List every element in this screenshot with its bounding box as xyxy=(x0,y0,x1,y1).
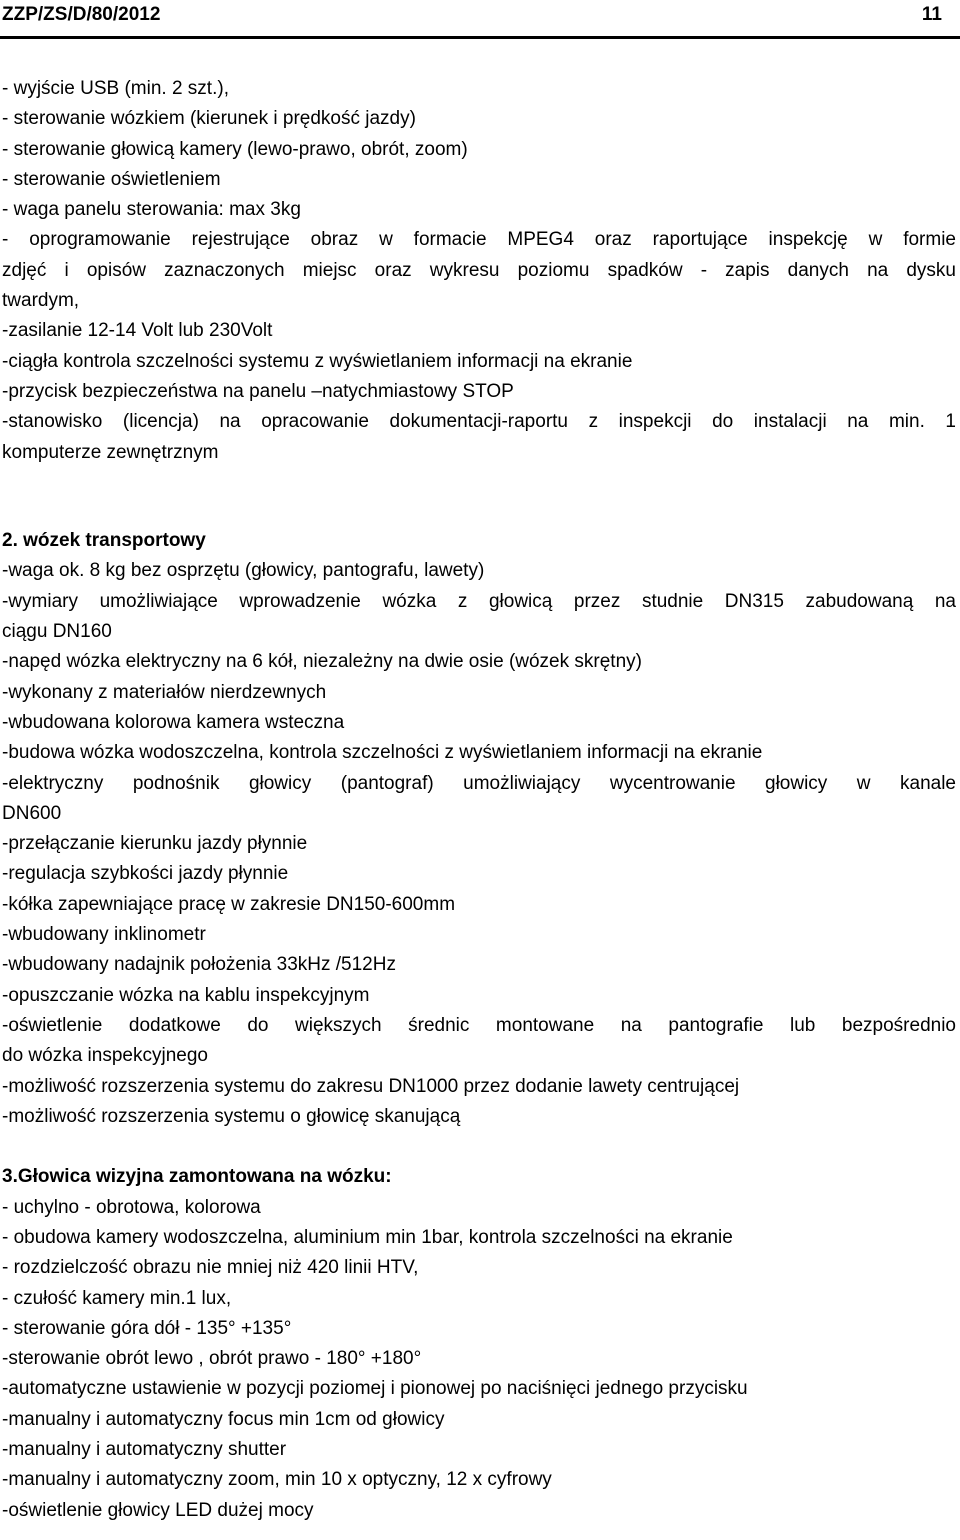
text-line: do wózka inspekcyjnego xyxy=(2,1045,208,1067)
text-line: - obudowa kamery wodoszczelna, aluminium min 1bar, kontrola szczelności na ekranie xyxy=(2,1226,733,1248)
text-line: -wbudowany nadajnik położenia 33kHz /512Hz xyxy=(2,954,396,976)
text-line: -kółka zapewniające pracę w zakresie DN150-600mm xyxy=(2,893,456,915)
text-line: -regulacja szybkości jazdy płynnie xyxy=(2,863,289,885)
page-header xyxy=(0,0,960,39)
text-line: zdjęć i opisów zaznaczonych miejsc oraz wykresu poziomu spadków - zapis danych na dysku xyxy=(2,259,956,281)
text-line: -ciągła kontrola szczelności systemu z wyświetlaniem informacji na ekranie xyxy=(2,350,633,372)
text-line: -oświetlenie dodatkowe do większych średnic montowane na pantografie lub bezpośrednio xyxy=(2,1014,956,1036)
text-line: -zasilanie 12-14 Volt lub 230Volt xyxy=(2,320,273,342)
text-line: -oświetlenie głowicy LED dużej mocy xyxy=(2,1499,314,1521)
text-line: ciągu DN160 xyxy=(2,621,112,643)
text-line: -sterowanie obrót lewo , obrót prawo - 180° +180° xyxy=(2,1348,422,1370)
section-heading: 3.Głowica wizyjna zamontowana na wózku: xyxy=(2,1166,392,1188)
text-line: -przycisk bezpieczeństwa na panelu –natychmiastowy STOP xyxy=(2,380,514,402)
text-line: -manualny i automatyczny focus min 1cm od głowicy xyxy=(2,1408,445,1430)
text-line: -możliwość rozszerzenia systemu o głowicę skanującą xyxy=(2,1105,461,1127)
text-line: DN600 xyxy=(2,802,62,824)
text-line: -stanowisko (licencja) na opracowanie dokumentacji-raportu z inspekcji do instalacji na min. 1 xyxy=(2,411,956,433)
text-line: -napęd wózka elektryczny na 6 kół, niezależny na dwie osie (wózek skrętny) xyxy=(2,651,642,673)
text-line: - wyjście USB (min. 2 szt.), xyxy=(2,78,229,99)
text-line: komputerze zewnętrznym xyxy=(2,441,219,463)
text-line: - waga panelu sterowania: max 3kg xyxy=(2,199,301,221)
spacer xyxy=(2,1132,956,1162)
text-line: -automatyczne ustawienie w pozycji poziomej i pionowej po naciśnięci jednego przycisku xyxy=(2,1378,748,1400)
text-line: - uchylno - obrotowa, kolorowa xyxy=(2,1196,261,1218)
text-line: -manualny i automatyczny shutter xyxy=(2,1439,287,1461)
text-line: - sterowanie wózkiem (kierunek i prędkość jazdy) xyxy=(2,108,416,130)
text-line: -elektryczny podnośnik głowicy (pantograf) umożliwiający wycentrowanie głowicy w kanale xyxy=(2,772,956,794)
text-line: twardym, xyxy=(2,290,80,312)
text-line: - rozdzielczość obrazu nie mniej niż 420 linii HTV, xyxy=(2,1257,419,1279)
text-line: -manualny i automatyczny zoom, min 10 x optyczny, 12 x cyfrowy xyxy=(2,1469,552,1491)
section-3 xyxy=(2,1162,956,1526)
section-heading: 2. wózek transportowy xyxy=(2,530,206,552)
text-line: -waga ok. 8 kg bez osprzętu (głowicy, pantografu, lawety) xyxy=(2,560,485,582)
text-line: -możliwość rozszerzenia systemu do zakresu DN1000 przez dodanie lawety centrującej xyxy=(2,1075,740,1097)
text-line: -wymiary umożliwiające wprowadzenie wózka z głowicą przez studnie DN315 zabudowaną na xyxy=(2,590,956,612)
text-line: -wykonany z materiałów nierdzewnych xyxy=(2,681,327,703)
document-reference: ZZP/ZS/D/80/2012 xyxy=(2,4,161,25)
text-line: -wbudowany inklinometr xyxy=(2,924,206,946)
document-body xyxy=(2,74,956,1526)
text-line: -wbudowana kolorowa kamera wsteczna xyxy=(2,711,345,733)
spacer xyxy=(2,498,956,526)
text-line: -opuszczanie wózka na kablu inspekcyjnym xyxy=(2,984,370,1006)
section-2 xyxy=(2,526,956,1132)
spacer xyxy=(2,468,956,498)
text-line: - sterowanie góra dół - 135° +135° xyxy=(2,1317,292,1339)
text-line: - sterowanie głowicą kamery (lewo-prawo, obrót, zoom) xyxy=(2,138,468,160)
text-line: - czułość kamery min.1 lux, xyxy=(2,1287,232,1309)
text-line: -budowa wózka wodoszczelna, kontrola szczelności z wyświetlaniem informacji na ekranie xyxy=(2,742,763,764)
text-line: - oprogramowanie rejestrujące obraz w formacie MPEG4 oraz raportujące inspekcję w formie xyxy=(2,229,956,251)
text-line: -przełączanie kierunku jazdy płynnie xyxy=(2,833,308,855)
section-1-list xyxy=(2,74,956,468)
text-line: - sterowanie oświetleniem xyxy=(2,168,221,190)
page-number: 11 xyxy=(921,4,942,25)
